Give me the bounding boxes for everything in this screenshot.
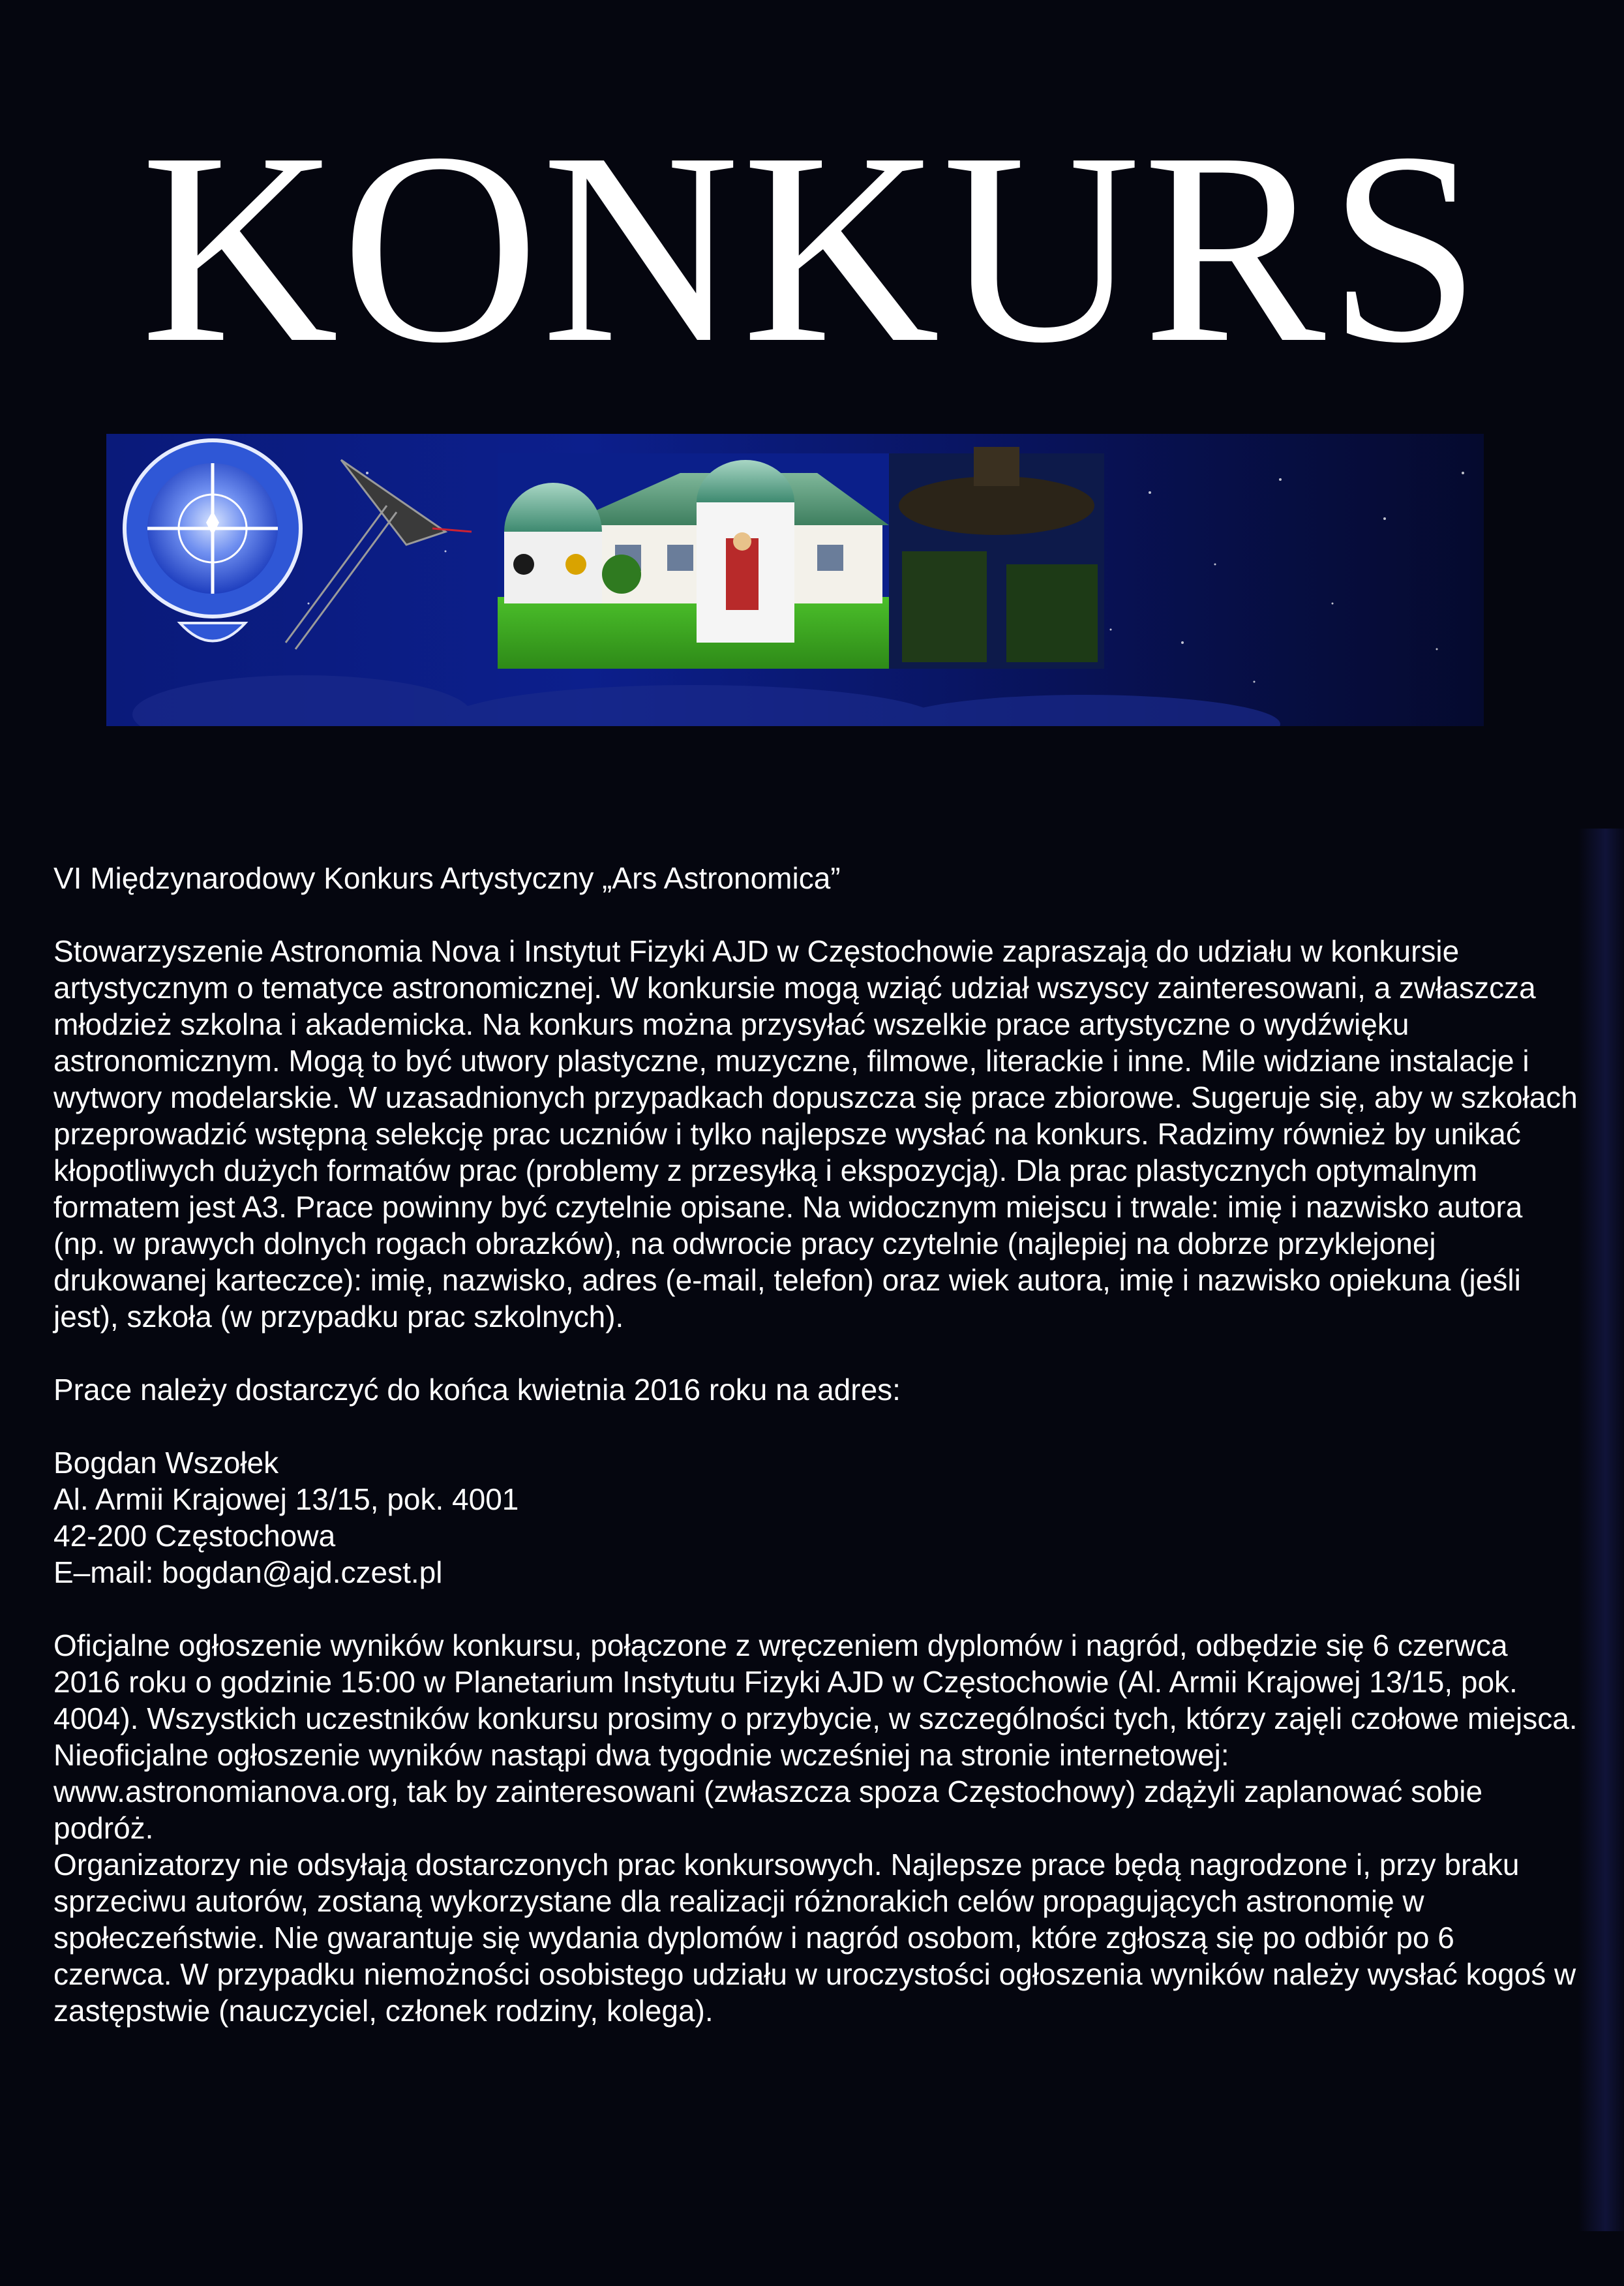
results-paragraph: Oficjalne ogłoszenie wyników konkursu, połączone z wręczeniem dyplomów i nagród, odbędzie się 6 czerwca 2016 roku o godzinie 15:00 w Planetarium Instytutu Fizyki AJD w Częstochowie (Al. Armii Krajowej 13/15, pok. 4004). Wszystkich uczestników konkursu prosimy o przybycie, w szczególności tych, którzy zajęli czołowe miejsca. Nieoficjalne ogłoszenie wyników nastąpi dwa tygodnie wcześniej na stronie internetowej: www.astronomianova.org, tak by zainteresowani (zwłaszcza spoza Częstochowy) zdążyli zaplanować sobie podróż. [53, 1628, 1578, 1845]
poster-title: KONKURS [140, 96, 1484, 399]
address-name: Bogdan Wszołek [53, 1446, 279, 1480]
telescope-silhouette [889, 447, 1104, 669]
competition-heading: VI Międzynarodowy Konkurs Artystyczny „Ars Astronomica” [53, 861, 841, 895]
decorative-glow [1578, 829, 1624, 2231]
address-email: E–mail: bogdan@ajd.czest.pl [53, 1555, 443, 1589]
address-street: Al. Armii Krajowej 13/15, pok. 4001 [53, 1482, 519, 1516]
observatory-banner [106, 434, 1484, 726]
organizers-paragraph: Organizatorzy nie odsyłają dostarczonych prac konkursowych. Najlepsze prace będą nagrodzone i, przy braku sprzeciwu autorów, zostaną wykorzystane dla realizacji różnorakich celów propagujących astronomię w społeczeństwie. Nie gwarantuje się wydania dyplomów i nagród osobom, które zgłoszą się po odbiór po 6 czerwca. W przypadku niemożności osobistego udziału w uroczystości ogłoszenia wyników należy wysłać kogoś w zastępstwie (nauczyciel, członek rodziny, kolega). [53, 1848, 1576, 2028]
deadline-text: Prace należy dostarczyć do końca kwietnia 2016 roku na adres: [53, 1373, 901, 1407]
address-city: 42-200 Częstochowa [53, 1519, 336, 1553]
observatory-banner-image [106, 434, 1484, 726]
rules-paragraph: Stowarzyszenie Astronomia Nova i Instytut Fizyki AJD w Częstochowie zapraszają do udziału w konkursie artystycznym o tematyce astronomicznej. W konkursie mogą wziąć udział wszyscy zainteresowani, a zwłaszcza młodzież szkolna i akademicka. Na konkurs można przysyłać wszelkie prace artystyczne o wydźwięku astronomicznym. Mogą to być utwory plastyczne, muzyczne, filmowe, literackie i inne. Mile widziane instalacje i wytwory modelarskie. W uzasadnionych przypadkach dopuszcza się prace zbiorowe. Sugeruje się, aby w szkołach przeprowadzić wstępną selekcję prac uczniów i tylko najlepsze wysłać na konkurs. Radzimy również by unikać kłopotliwych dużych formatów prac (problemy z przesyłką i ekspozycją). Dla prac plastycznych optymalnym formatem jest A3. Prace powinny być czytelnie opisane. Na widocznym miejscu i trwale: imię i nazwisko autora (np. w prawych dolnych rogach obrazków), na odwrocie pracy czytelnie (najlepiej na dobrze przyklejonej drukowanej karteczce): imię, nazwisko, adres (e-mail, telefon) oraz wiek autora, imię i nazwisko opiekuna (jeśli jest), szkoła (w przypadku prac szkolnych). [53, 934, 1578, 1334]
observatory-photo [498, 453, 889, 669]
announcement-text [53, 860, 1580, 2029]
